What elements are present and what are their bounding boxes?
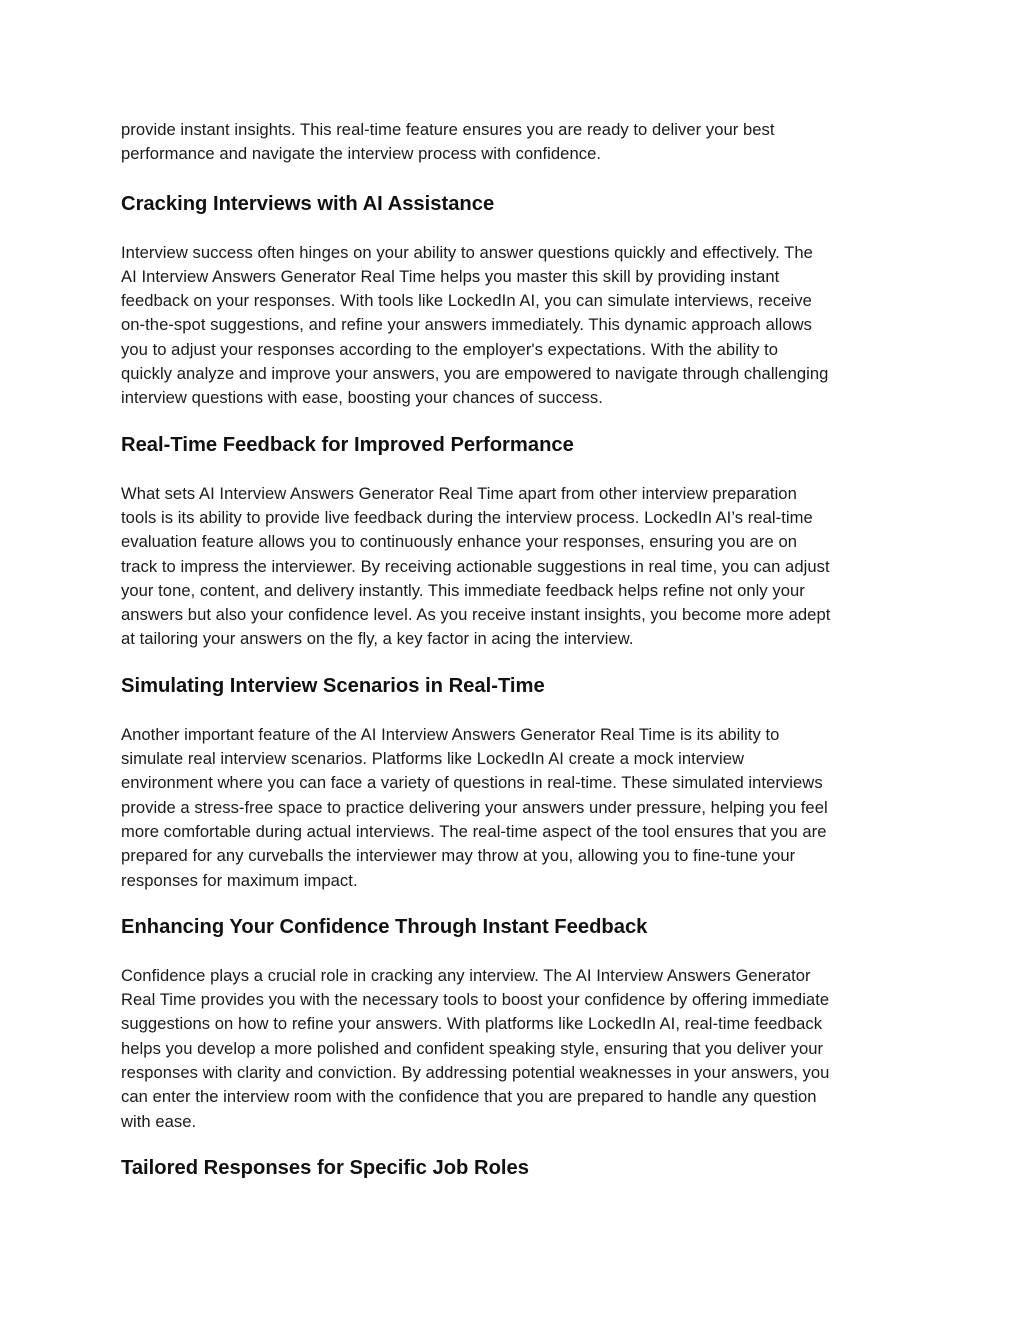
section-body-simulating-scenarios: Another important feature of the AI Interview Answers Generator Real Time is its ability to simulate real interview scenarios. Platforms like LockedIn AI create a mock interview environment where you can face a variety of questions in real-time. These simulated interviews provide a stress-free space to practice delivering your answers under pressure, helping you feel more comfortable during actual interviews. The real-time aspect of the tool ensures that you are prepared for any curveballs the interviewer may throw at you, allowing you to fine-tune your responses for maximum impact. — [121, 724, 828, 890]
section-heading-cracking-interviews: Cracking Interviews with AI Assistance — [121, 192, 495, 215]
section-heading-enhancing-confidence: Enhancing Your Confidence Through Instant Feedback — [121, 915, 648, 938]
section-body-enhancing-confidence: Confidence plays a crucial role in cracking any interview. The AI Interview Answers Generator Real Time provides you with the necessary tools to boost your confidence by offering immediate suggestions on how to refine your answers. With platforms like LockedIn AI, real-time feedback helps you develop a more polished and confident speaking style, ensuring that you deliver your responses with clarity and conviction. By addressing potential weaknesses in your answers, you can enter the interview room with the confidence that you are prepared to handle any question with ease. — [121, 965, 830, 1131]
section-body-cracking-interviews: Interview success often hinges on your ability to answer questions quickly and effectively. The AI Interview Answers Generator Real Time helps you master this skill by providing instant feedback on your responses. With tools like LockedIn AI, you can simulate interviews, receive on-the-spot suggestions, and refine your answers immediately. This dynamic approach allows you to adjust your responses according to the employer's expectations. With the ability to quickly analyze and improve your answers, you are empowered to navigate through challenging interview questions with ease, boosting your chances of success. — [121, 242, 829, 408]
document-page — [121, 118, 911, 1205]
intro-paragraph: provide instant insights. This real-time feature ensures you are ready to deliver your best performance and navigate the interview process with confidence. — [121, 120, 775, 164]
section-heading-real-time-feedback: Real-Time Feedback for Improved Performance — [121, 433, 574, 456]
section-body-real-time-feedback: What sets AI Interview Answers Generator Real Time apart from other interview preparation tools is its ability to provide live feedback during the interview process. LockedIn AI’s real-time evaluation feature allows you to continuously enhance your responses, ensuring you are on track to impress the interviewer. By receiving actionable suggestions in real time, you can adjust your tone, content, and delivery instantly. This immediate feedback helps refine not only your answers but also your confidence level. As you receive instant insights, you become more adept at tailoring your answers on the fly, a key factor in acing the interview. — [121, 483, 831, 649]
section-heading-simulating-scenarios: Simulating Interview Scenarios in Real-Time — [121, 674, 545, 697]
section-heading-tailored-responses: Tailored Responses for Specific Job Roles — [121, 1156, 529, 1179]
